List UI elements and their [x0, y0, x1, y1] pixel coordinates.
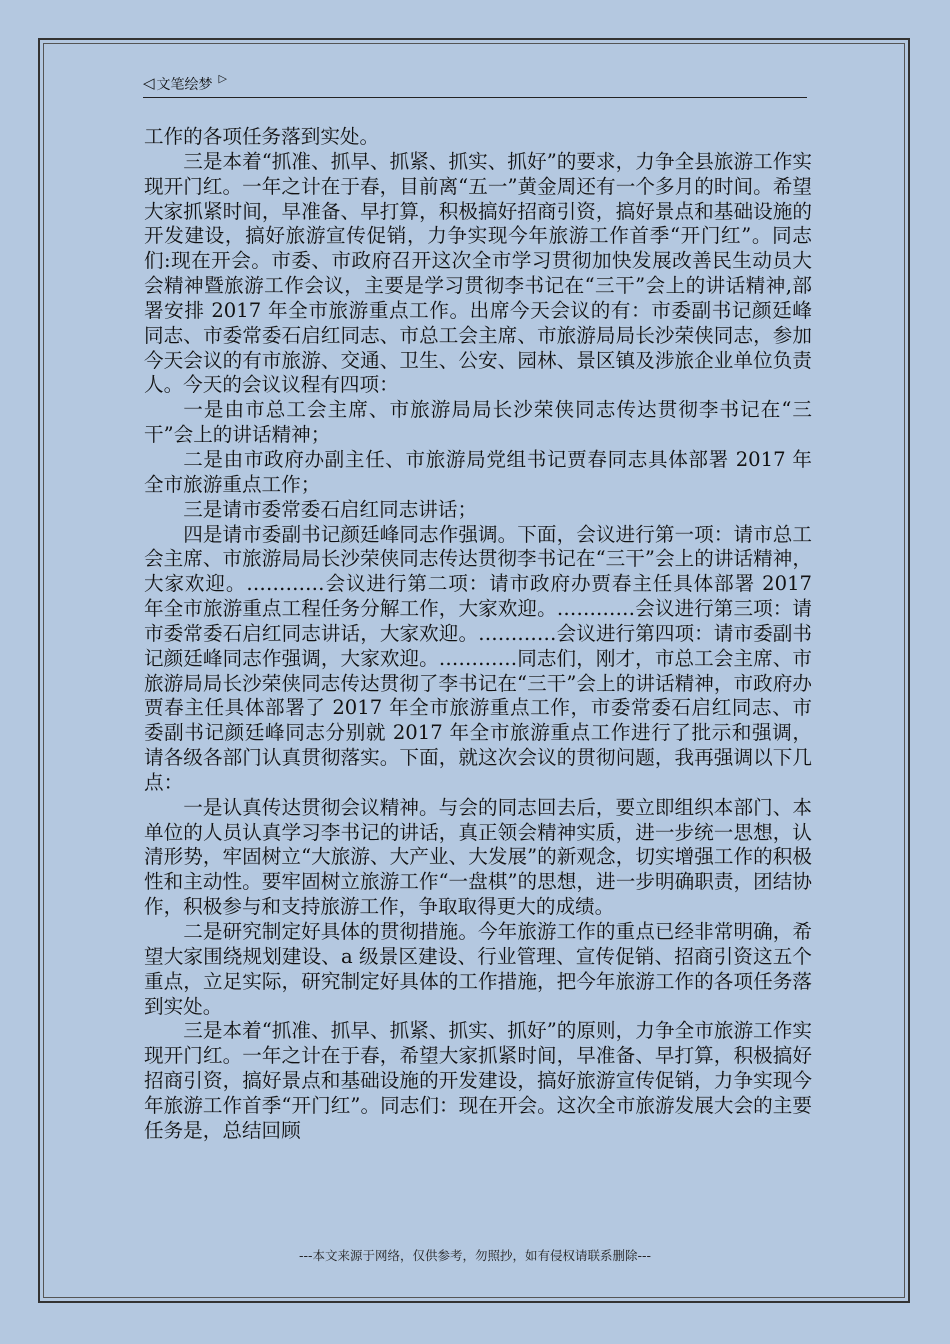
document-body: [144, 125, 812, 1144]
document-header: [143, 71, 241, 96]
paragraph: 二是研究制定好具体的贯彻措施。今年旅游工作的重点已经非常明确，希望大家围绕规划建设、a 级景区建设、行业管理、宣传促销、招商引资这五个重点，立足实际，研究制定好具体的工作措施，把今年旅游工作的各项任务落到实处。: [144, 920, 812, 1018]
header-brand: 文笔绘梦: [156, 76, 213, 93]
right-triangle-icon: ▷: [218, 72, 228, 85]
paragraph: 三是本着“抓准、抓早、抓紧、抓实、抓好”的要求，力争全县旅游工作实现开门红。一年之计在于春，目前离“五一”黄金周还有一个多月的时间。希望大家抓紧时间，早准备、早打算，积极搞好招商引资，搞好景点和基础设施的开发建设，搞好旅游宣传促销，力争实现今年旅游工作首季“开门红”。同志们:现在开会。市委、市政府召开这次全市学习贯彻加快发展改善民生动员大会精神暨旅游工作会议，主要是学习贯彻李书记在“三干”会上的讲话精神,部署安排 2017 年全市旅游重点工作。出席今天会议的有：市委副书记颜廷峰同志、市委常委石启红同志、市总工会主席、市旅游局局长沙荣侠同志，参加今天会议的有市旅游、交通、卫生、公安、园林、景区镇及涉旅企业单位负责人。今天的会议议程有四项：: [144, 149, 812, 397]
header-divider: [143, 97, 807, 98]
paragraph: 一是由市总工会主席、市旅游局局长沙荣侠同志传达贯彻李书记在“三干”会上的讲话精神；: [144, 398, 812, 447]
paragraph: 二是由市政府办副主任、市旅游局党组书记贾春同志具体部署 2017 年全市旅游重点工作；: [144, 447, 812, 496]
paragraph: 三是本着“抓准、抓早、抓紧、抓实、抓好”的原则，力争全市旅游工作实现开门红。一年之计在于春，希望大家抓紧时间，早准备、早打算，积极搞好招商引资，搞好景点和基础设施的开发建设，搞好旅游宣传促销，力争实现今年旅游工作首季“开门红”。同志们：现在开会。这次全市旅游发展大会的主要任务是，总结回顾: [144, 1019, 812, 1142]
paragraph: 三是请市委常委石启红同志讲话；: [183, 497, 478, 521]
paragraph: 工作的各项任务落到实处。: [144, 125, 380, 148]
left-triangle-icon: ◁: [143, 74, 155, 92]
footer-disclaimer: ---本文来源于网络，仅供参考，勿照抄，如有侵权请联系删除---: [298, 1248, 652, 1263]
paragraph: 一是认真传达贯彻会议精神。与会的同志回去后，要立即组织本部门、本单位的人员认真学习李书记的讲话，真正领会精神实质，进一步统一思想，认清形势，牢固树立“大旅游、大产业、大发展”的新观念，切实增强工作的积极性和主动性。要牢固树立旅游工作“一盘棋”的思想，进一步明确职责，团结协作，积极参与和支持旅游工作，争取取得更大的成绩。: [144, 795, 812, 919]
paragraph: 四是请市委副书记颜廷峰同志作强调。下面，会议进行第一项：请市总工会主席、市旅游局局长沙荣侠同志传达贯彻李书记在“三干”会上的讲话精神，大家欢迎。…………会议进行第二项：请市政府办贾春主任具体部署 2017 年全市旅游重点工程任务分解工作，大家欢迎。…………会议进行第三项：请市委常委石启红同志讲话，大家欢迎。…………会议进行第四项：请市委副书记颜廷峰同志作强调，大家欢迎。…………同志们，刚才，市总工会主席、市旅游局局长沙荣侠同志传达贯彻了李书记在“三干”会上的讲话精神，市政府办贾春主任具体部署了 2017 年全市旅游重点工作，市委常委石启红同志、市委副书记颜廷峰同志分别就 2017 年全市旅游重点工作进行了批示和强调，请各级各部门认真贯彻落实。下面，就这次会议的贯彻问题，我再强调以下几点：: [144, 522, 812, 794]
